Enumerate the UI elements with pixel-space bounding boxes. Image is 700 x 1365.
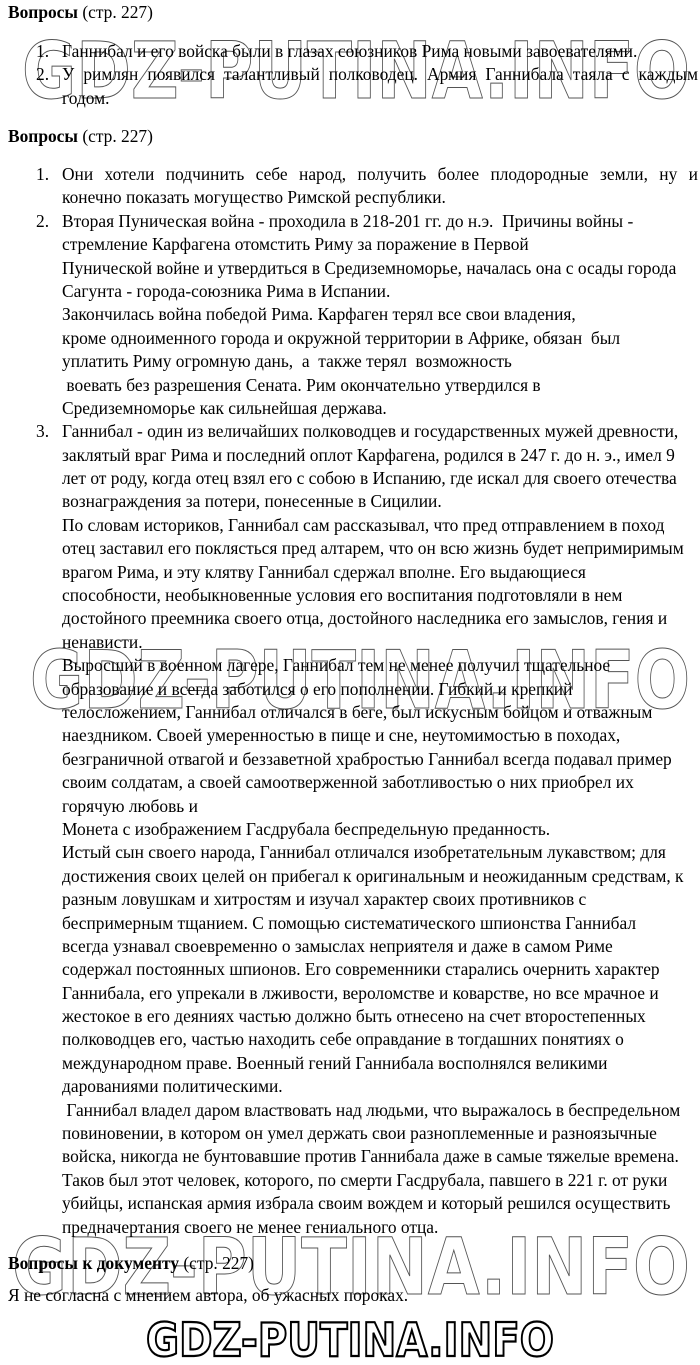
- line: телосложением, Ганнибал отличался в беге, был искусным бойцом и отважным: [62, 701, 653, 722]
- line: содержал постоянных шпионов. Его современники старались очернить характер: [62, 959, 660, 980]
- heading-bold: Вопросы: [8, 126, 78, 146]
- line: своим солдатам, а своей самоотверженной заботливостью о них приобрел их: [62, 772, 634, 793]
- item-number: 2.: [36, 64, 50, 85]
- line: [36, 210, 698, 233]
- line: Ганнибала, его упрекали в лживости, вероломстве и коварстве, но все мрачное и: [62, 982, 659, 1003]
- line: международном праве. Военный гений Ганнибала восполнялся великими: [62, 1052, 608, 1073]
- heading-bold: Вопросы: [8, 2, 78, 22]
- line: беспримерным тщанием. С помощью систематического шпионства Ганнибал: [62, 912, 637, 933]
- line: безграничной отвагой и беззаветной храбростью Ганнибал всегда подавал пример: [62, 748, 672, 769]
- line: Выросший в военном лагере, Ганнибал тем не менее получил тщательное: [62, 655, 611, 676]
- line: Закончилась война победой Рима. Карфаген терял все свои владения,: [62, 304, 576, 325]
- line: [36, 163, 698, 186]
- line: убийцы, испанская армия избрала своим вождем и который решился осуществить: [62, 1193, 671, 1214]
- line: отец заставил его поклясться пред алтарем, что он всю жизнь будет непримиримым: [62, 538, 684, 559]
- line: дарованиями политическими.: [62, 1076, 283, 1097]
- line: заклятый враг Рима и последний оплот Карфагена, родился в 247 г. до н. э., имел 9: [62, 444, 675, 465]
- heading-bold: Вопросы к документу: [8, 1253, 180, 1273]
- line-text: Вторая Пуническая война - проходила в 218-201 гг. до н.э. Причины войны -: [62, 210, 634, 231]
- line-text: Ганнибал - один из величайших полководцев и государственных мужей древности,: [62, 421, 679, 442]
- line: Средиземноморье как сильнейшая держава.: [62, 397, 387, 418]
- line: воевать без разрешения Сената. Рим окончательно утвердился в: [62, 374, 541, 395]
- svg-text:GDZ-PUTINA.INFO: GDZ-PUTINA.INFO: [146, 1313, 554, 1365]
- svg-text:GDZ-PUTINA.INFO: GDZ-PUTINA.INFO: [30, 634, 690, 720]
- item-number: 3.: [36, 421, 50, 442]
- line: Пунической войне и утвердиться в Средиземноморье, началась она с осады города: [62, 257, 677, 278]
- line: предначертания своего не менее гениального отца.: [62, 1216, 439, 1237]
- line: наездником. Своей умеренностью в пище и сне, неутомимостью в походах,: [62, 725, 621, 746]
- line: горячую любовь и: [62, 795, 198, 816]
- heading-page: (стр. 227): [77, 2, 153, 22]
- item-number: 2.: [36, 210, 50, 231]
- line: врагом Рима, и эту клятву Ганнибал сдержал вполне. Его выдающиеся: [62, 561, 586, 582]
- line: всегда узнавал своевременно о замыслах неприятеля и даже в самом Риме: [62, 935, 613, 956]
- line: Ганнибал и его войска были в глазах союзников Рима новыми завоевателями.: [62, 41, 638, 61]
- answer-text: Я не согласна с мнением автора, об ужасных пороках.: [8, 1285, 409, 1305]
- line: Монета с изображением Гасдрубала беспредельную преданность.: [62, 818, 551, 839]
- line: По словам историков, Ганнибал сам рассказывал, что пред отправлением в поход: [62, 514, 665, 535]
- heading-page: (стр. 227): [77, 126, 153, 146]
- section-heading: [8, 1253, 254, 1274]
- line: разным ловушкам и хитростям и изучал характер своих противников с: [62, 889, 587, 910]
- line: вознаграждения за потери, понесенные в Сицилии.: [62, 491, 442, 512]
- line: стремление Карфагена отомстить Риму за поражение в Первой: [62, 234, 529, 255]
- list-item: [36, 40, 698, 63]
- line: У римлян появился талантливый полководец. Армия Ганнибала таяла с каждым: [62, 64, 698, 85]
- line: достижения своих целей он прибегал к оригинальным и неожиданным средствам, к: [62, 865, 684, 886]
- section-heading: [8, 126, 153, 147]
- line: кроме одноименного города и окружной территории в Африке, обязан был: [62, 327, 621, 348]
- answer-list: [36, 163, 698, 1239]
- line: Таков был этот человек, которого, по смерти Гасдрубала, павшего в 221 г. от руки: [62, 1169, 668, 1190]
- line: образование и всегда заботился о его пополнении. Гибкий и крепкий: [62, 678, 573, 699]
- item-number: 1.: [36, 164, 50, 184]
- list-item: [36, 63, 698, 86]
- footer-watermark: [0, 1312, 700, 1365]
- line: Истый сын своего народа, Ганнибал отличался изобретательным лукавством; для: [62, 842, 666, 863]
- line: Сагунта - города-союзника Рима в Испании.: [62, 280, 391, 301]
- svg-text:GDZ-PUTINA.INFO: GDZ-PUTINA.INFO: [22, 28, 690, 108]
- line: уплатить Риму огромную дань, а также терял возможность: [62, 351, 512, 372]
- line: полководцев его, частью находить себе оправдание в тогдашних понятиях о: [62, 1029, 624, 1050]
- answer-list: [36, 40, 698, 110]
- section-heading: [8, 2, 153, 23]
- item-number: 1.: [36, 41, 50, 61]
- line: лет от роду, когда отец взял его с собою в Испанию, где искал для своего отечества: [62, 468, 677, 489]
- heading-page: (стр. 227): [179, 1253, 254, 1273]
- line: достойного преемника своего отца, достойного наследника его замыслов, гения и: [62, 608, 668, 629]
- line: [36, 420, 698, 443]
- line: способности, необыкновенные условия его воспитания подготовляли в нем: [62, 585, 623, 606]
- line: конечно показать могущество Римской республики.: [62, 187, 446, 208]
- svg-text:GDZ-PUTINA.INFO: GDZ-PUTINA.INFO: [12, 1223, 690, 1302]
- line: войска, никогда не бунтовавшие против Ганнибала даже в самые тяжелые времена.: [62, 1146, 679, 1167]
- line: повиновении, в котором он умел держать свои разноплеменные и разноязычные: [62, 1123, 657, 1144]
- line: годом.: [62, 87, 110, 108]
- line-text: Они хотели подчинить себе народ, получить более плодородные земли, ну и: [62, 164, 698, 184]
- line: ненависти.: [62, 631, 143, 652]
- line: жестокое в его деяниях частью должно быть отнесено на счет второстепенных: [62, 1006, 646, 1027]
- line: Ганнибал владел даром властвовать над людьми, что выражалось в беспредельном: [62, 1099, 681, 1120]
